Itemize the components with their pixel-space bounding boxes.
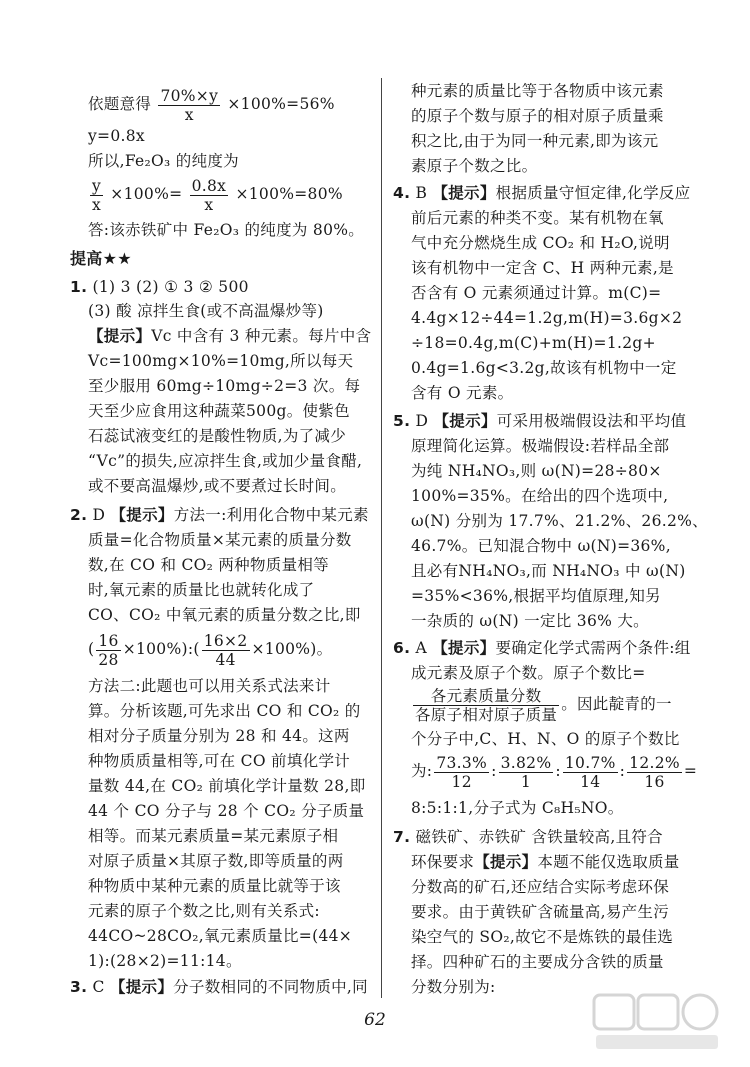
fraction (96, 632, 120, 669)
text-line: 1):(28×2)=11:14。 (88, 952, 242, 970)
text: = (683, 762, 698, 780)
text-line: 的原子个数与原子的相对原子质量乘 (411, 107, 664, 125)
fraction (627, 754, 682, 791)
text-line: 方法二:此题也可以用关系式法来计 (88, 677, 331, 695)
denominator: 44 (215, 650, 236, 669)
text-line: 积之比,由于为同一种元素,即为该元 (411, 132, 659, 150)
page-number: 62 (364, 1010, 386, 1030)
text: (1) 3 (2) ① 3 ② 500 (92, 278, 249, 296)
question-number: 5. (393, 412, 411, 430)
text-line: 相对分子质量分别为 28 和 44。这两 (88, 727, 350, 745)
text-line: “Vc”的损失,应凉拌生食,或加少量食醋, (88, 452, 363, 470)
answer-choice: D (415, 412, 429, 430)
text: ×100%):( (122, 640, 200, 658)
numerator: 73.3% (436, 753, 488, 772)
text: ×100%=56% (227, 95, 335, 113)
answer-choice: B (415, 184, 428, 202)
numerator: 12.2% (629, 753, 680, 772)
question-3-line-1 (70, 976, 368, 998)
question-number: 6. (393, 639, 411, 657)
text-line: 天至少应食用这种蔬菜500g。使紫色 (88, 402, 350, 420)
hint-label: 【提示】 (88, 327, 152, 345)
text-line: 元素的原子个数之比,则有关系式: (88, 902, 320, 920)
numerator: 10.7% (564, 753, 616, 772)
text-line: 相等。而某元素质量=某元素原子相 (88, 827, 339, 845)
text-line: 要求。由于黄铁矿含硫量高,易产生污 (411, 903, 670, 921)
watermark-logo (592, 993, 722, 1053)
text-line: 数,在 CO 和 CO₂ 两种物质量相等 (88, 556, 329, 574)
text: 环保要求 (411, 853, 475, 871)
numerator: y (92, 176, 102, 195)
text-line: 成元素及原子个数。原子个数比= (411, 664, 646, 682)
text-line: 含有 O 元素。 (411, 384, 514, 402)
text-line: 分数分别为: (411, 978, 496, 996)
text: Vc 中含有 3 种元素。每片中含 (151, 327, 372, 345)
text-line: 量数 44,在 CO₂ 前填化学计量数 28,即 (88, 777, 366, 795)
text-line: 44CO~28CO₂,氧元素质量比=(44× (88, 927, 353, 945)
denominator: 14 (580, 772, 601, 791)
denominator: 各原子相对原子质量 (415, 705, 558, 724)
text-line: 且必有NH₄NO₃,而 NH₄NO₃ 中 ω(N) (411, 562, 686, 580)
text-line: 时,氧元素的质量比也就转化成了 (88, 581, 315, 599)
question-4-line-1 (393, 182, 690, 204)
text-line: 所以,Fe₂O₃ 的纯度为 (88, 152, 239, 170)
text: 分子数相同的不同物质中,同 (173, 978, 368, 996)
text-line: 石蕊试液变红的是酸性物质,为了减少 (88, 427, 347, 445)
denominator: 12 (451, 772, 472, 791)
text-line: 原理简化运算。极端假设:若样品全部 (411, 437, 670, 455)
text-line: 100%=35%。在给出的四个选项中, (411, 487, 669, 505)
denominator: x (204, 195, 214, 214)
question-7-line-1 (393, 826, 663, 848)
text-line: CO、CO₂ 中氧元素的质量分数之比,即 (88, 606, 361, 624)
text: 本题不能仅选取质量 (537, 853, 680, 871)
atom-count-ratio-line: 为: $\frac{73.3\%}{12}$ : $\frac{3.82\%}{1}$ : $\frac{10.7\%}{14}$ : $\frac{12.2\%}{16}$ = (411, 753, 698, 791)
text-line: 为纯 NH₄NO₃,则 ω(N)=28÷80× (411, 462, 662, 480)
text: 要确定化学式需两个条件:组 (495, 639, 691, 657)
numerator: 16×2 (203, 631, 248, 650)
numerator: 各元素质量分数 (413, 687, 559, 706)
question-1-line-1 (70, 276, 249, 298)
denominator: 16 (644, 772, 665, 791)
text-line: 一杂质的 ω(N) 一定比 36% 大。 (411, 612, 649, 630)
fraction (563, 754, 618, 791)
fraction (434, 754, 489, 791)
text-line: 气中充分燃烧生成 CO₂ 和 H₂O,说明 (411, 234, 670, 252)
question-5-line-1 (393, 410, 686, 432)
hint-label: 【提示】 (432, 639, 496, 657)
text-line: 4.4g×12÷44=1.2g,m(H)=3.6g×2 (411, 309, 683, 327)
text: 为: (411, 762, 433, 780)
text-line: 染空气的 SO₂,故它不是炼铁的最佳选 (411, 928, 674, 946)
answer-choice: C (92, 978, 105, 996)
text-line: 种元素的质量比等于各物质中该元素 (411, 82, 664, 100)
fraction (158, 87, 220, 124)
text-line: 择。四种矿石的主要成分含铁的质量 (411, 953, 664, 971)
denominator: x (92, 195, 102, 214)
text-line (88, 325, 371, 347)
text-line: y=0.8x (88, 127, 145, 145)
question-number: 7. (393, 828, 411, 846)
denominator: 1 (520, 772, 532, 791)
text-line: 46.7%。已知混合物中 ω(N)=36%, (411, 537, 671, 555)
fraction (202, 632, 250, 669)
text-line: Vc=100mg×10%=10mg,所以每天 (88, 352, 354, 370)
hint-label: 【提示】 (109, 978, 174, 996)
text-line: 前后元素的种类不变。某有机物在氧 (411, 209, 664, 227)
hint-label: 【提示】 (474, 853, 538, 871)
numerator: 16 (98, 631, 119, 650)
purity-equation-line (88, 172, 343, 216)
text: ×100%= (110, 185, 183, 203)
section-heading: 提高★★ (70, 249, 132, 268)
text-line: 该有机物中一定含 C、H 两种元素,是 (411, 259, 674, 277)
solution-equation-line (88, 82, 335, 126)
text: 根据质量守恒定律,化学反应 (495, 184, 691, 202)
text-line: 至少服用 60mg÷10mg÷2=3 次。每 (88, 377, 361, 395)
denominator: x (184, 105, 194, 124)
text: 可采用极端假设法和平均值 (496, 412, 687, 430)
numerator: 70%×y (160, 86, 219, 105)
fraction-ratio-line (88, 628, 332, 670)
text-line: 种物质中某种元素的质量比就等于该 (88, 877, 341, 895)
text: 依题意得 (88, 95, 152, 113)
fraction (413, 687, 559, 724)
text-line: 个分子中,C、H、N、O 的原子个数比 (411, 730, 680, 748)
question-number: 3. (70, 978, 88, 996)
fraction (499, 754, 554, 791)
text-line: 种物质质量相等,可在 CO 前填化学计 (88, 752, 351, 770)
question-6-line-1 (393, 637, 691, 659)
text: 磁铁矿、赤铁矿 含铁量较高,且符合 (415, 828, 663, 846)
numerator: 0.8x (191, 176, 227, 195)
text-line: 分数高的矿石,还应结合实际考虑环保 (411, 878, 670, 896)
fraction (190, 177, 229, 214)
question-number: 1. (70, 278, 88, 296)
atom-ratio-fraction-line (411, 683, 672, 725)
denominator: 28 (98, 650, 119, 669)
text-line: 算。分析该题,可先求出 CO 和 CO₂ 的 (88, 702, 361, 720)
text-line: 否含有 O 元素须通过计算。m(C)= (411, 284, 662, 302)
question-2-line-1 (70, 504, 369, 526)
column-divider (381, 78, 382, 998)
text: 方法一:利用化合物中某元素 (173, 506, 369, 524)
text: ×100%=80% (235, 185, 343, 203)
question-number: 4. (393, 184, 411, 202)
text: ×100%)。 (251, 640, 333, 658)
text-line: ÷18=0.4g,m(C)+m(H)=1.2g+ (411, 334, 656, 352)
answer-choice: D (92, 506, 106, 524)
text-line: 素原子个数之比。 (411, 157, 538, 175)
numerator: 3.82% (500, 753, 552, 772)
text-line: 44 个 CO 分子与 28 个 CO₂ 分子质量 (88, 802, 365, 820)
text-line: 对原子质量×其原子数,即等质量的两 (88, 852, 344, 870)
paren: ( (88, 640, 95, 658)
text: 。因此靛青的一 (561, 695, 672, 713)
text-line: 0.4g=1.6g<3.2g,故该有机物中一定 (411, 359, 677, 377)
hint-label: 【提示】 (433, 412, 497, 430)
answer-choice: A (415, 639, 428, 657)
hint-label: 【提示】 (110, 506, 174, 524)
text-line: =35%<36%,根据平均值原理,知另 (411, 587, 661, 605)
text-line (411, 851, 680, 873)
fraction (90, 177, 103, 214)
text-line: 或不要高温爆炒,或不要煮过长时间。 (88, 477, 347, 495)
text-line: 8:5:1:1,分子式为 C₈H₅NO。 (411, 799, 624, 817)
hint-label: 【提示】 (432, 184, 496, 202)
text-line: ω(N) 分别为 17.7%、21.2%、26.2%、 (411, 512, 708, 530)
answer-line: 答:该赤铁矿中 Fe₂O₃ 的纯度为 80%。 (88, 221, 365, 239)
question-number: 2. (70, 506, 88, 524)
text-line: (3) 酸 凉拌生食(或不高温爆炒等) (88, 302, 324, 320)
text-line: 质量=化合物质量×某元素的质量分数 (88, 531, 352, 549)
